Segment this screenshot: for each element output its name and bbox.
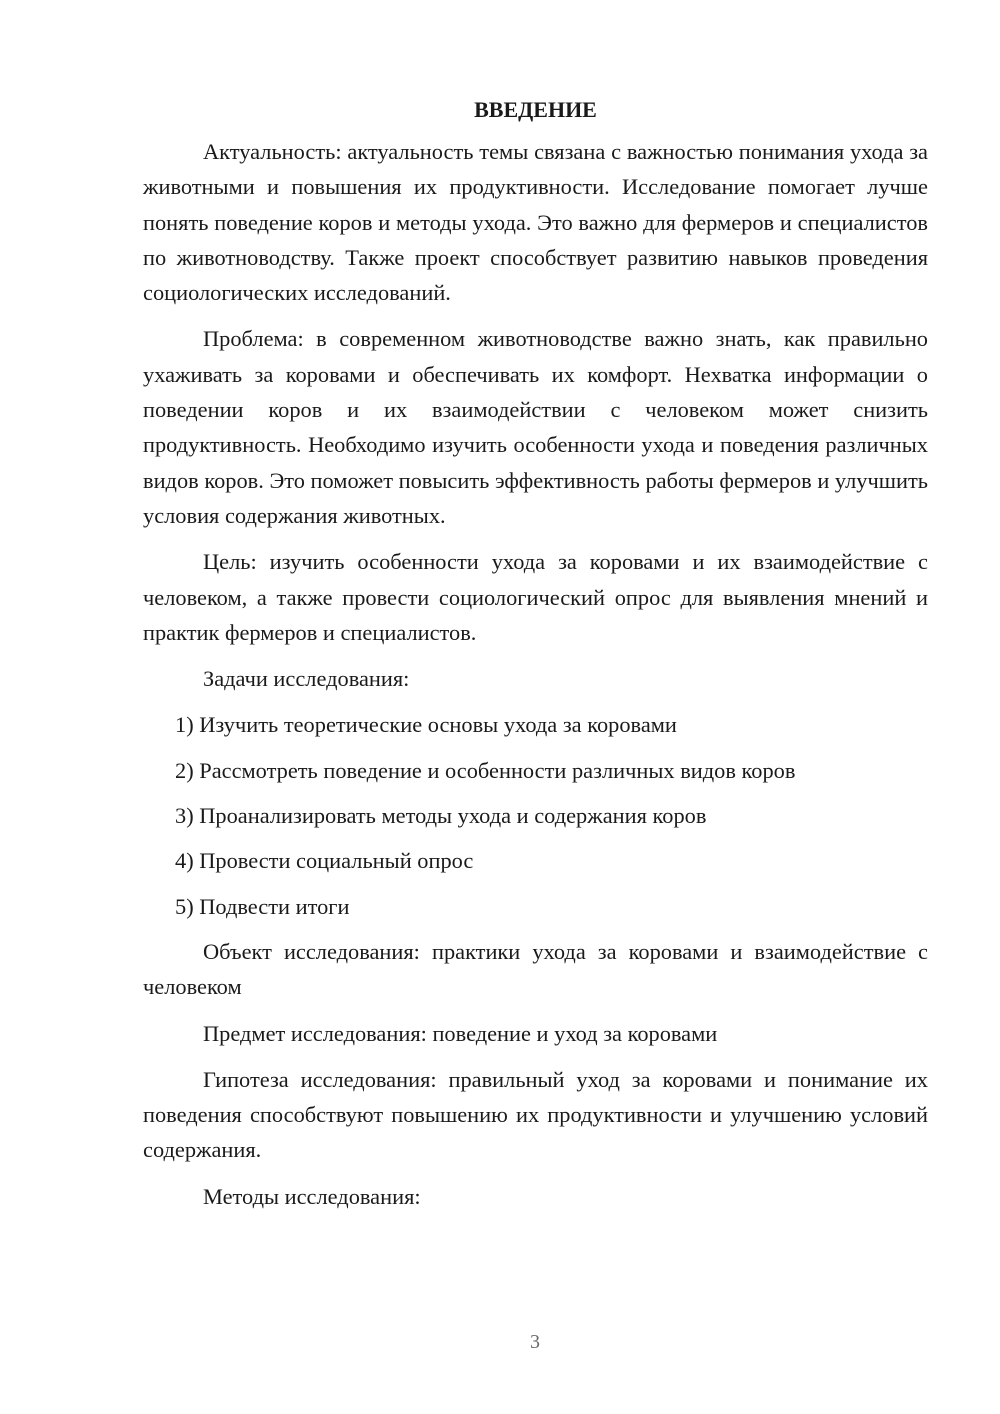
list-item: 1) Изучить теоретические основы ухода за коровами	[175, 712, 677, 738]
goal-paragraph: Цель: изучить особенности ухода за коровами и их взаимодействие с человеком, а также провести социологический опрос для выявления мнений и практик фермеров и специалистов.	[143, 549, 928, 645]
object-paragraph: Объект исследования: практики ухода за коровами и взаимодействие с человеком	[143, 938, 928, 1000]
list-item: 4) Провести социальный опрос	[175, 848, 474, 874]
hypothesis-paragraph: Гипотеза исследования: правильный уход за коровами и понимание их поведения способствуют повышению их продуктивности и улучшению условий содержания.	[143, 1066, 928, 1163]
subject-paragraph: Предмет исследования: поведение и уход за коровами	[203, 1020, 718, 1046]
list-item: 3) Проанализировать методы ухода и содержания коров	[175, 803, 707, 829]
page-number: 3	[530, 1331, 540, 1353]
problem-paragraph: Проблема: в современном животноводстве важно знать, как правильно ухаживать за коровами и обеспечивать их комфорт. Нехватка информации о поведении коров и их взаимодействии с человеком может снизить продуктивность. Необходимо изучить особенности ухода и поведения различных видов коров. Это поможет повысить эффективность работы фермеров и улучшить условия содержания животных.	[143, 326, 928, 528]
page-content	[143, 92, 928, 1225]
list-item: 2) Рассмотреть поведение и особенности различных видов коров	[175, 757, 796, 783]
page-title: ВВЕДЕНИЕ	[474, 97, 597, 122]
relevance-paragraph: Актуальность: актуальность темы связана с важностью понимания ухода за животными и повышения их продуктивности. Исследование помогает лучше понять поведение коров и методы ухода. Это важно для фермеров и специалистов по животноводству. Также проект способствует развитию навыков проведения социологических исследований.	[143, 139, 928, 306]
tasks-heading: Задачи исследования:	[203, 666, 410, 692]
list-item: 5) Подвести итоги	[175, 893, 350, 919]
tasks-list	[143, 707, 928, 923]
methods-heading: Методы исследования:	[203, 1183, 421, 1209]
